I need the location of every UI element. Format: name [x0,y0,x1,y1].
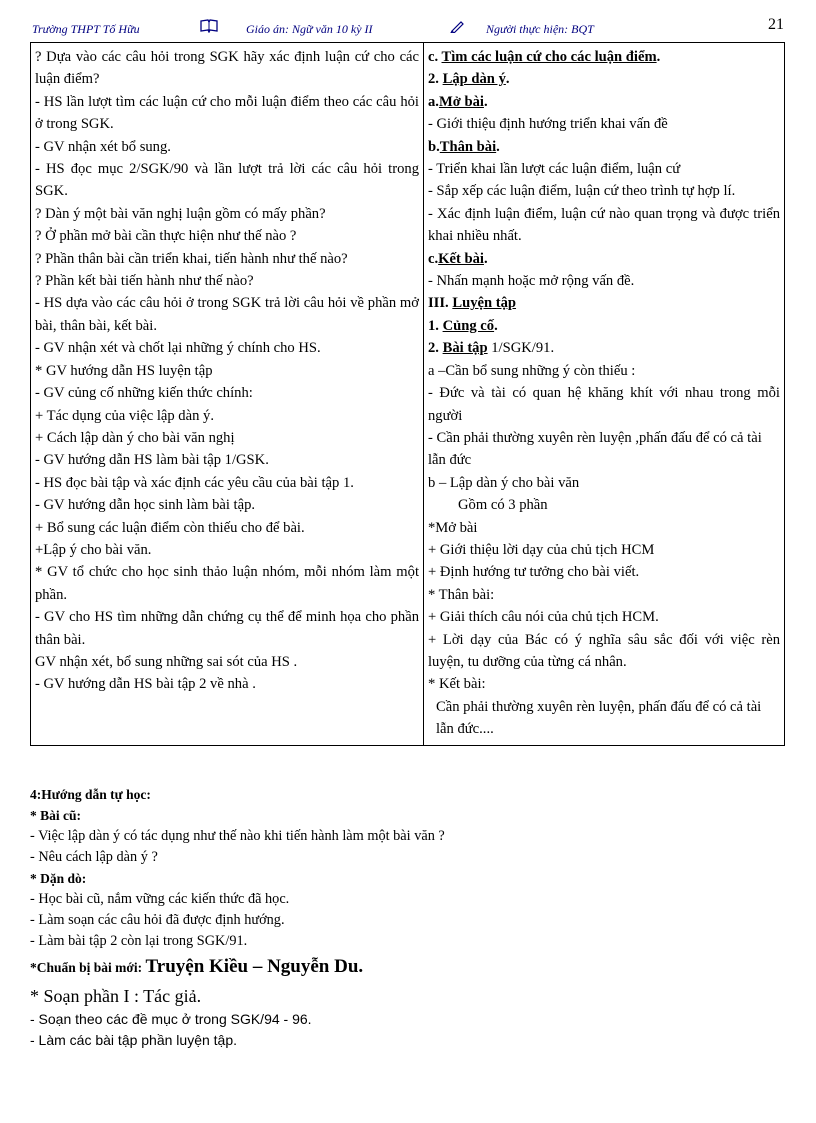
page-number: 21 [768,16,784,33]
guide-line: - Soạn theo các đề mục ở trong SGK/94 - 96. [30,1011,312,1027]
guide-line: - Làm soạn các câu hỏi đã được định hướng. [30,912,285,928]
left-line: ? Dàn ý một bài văn nghị luận gồm có mấy phần? [35,205,326,222]
heading-2-exercise [428,337,780,359]
right-line: + Giới thiệu lời dạy của chủ tịch HCM [428,541,655,558]
heading-2 [428,68,780,90]
heading-suffix: . [656,49,661,65]
left-line: ? Ở phần mở bài cần thực hiện như thế nào ? [35,228,297,245]
left-line: GV nhận xét, bổ sung những sai sót của HS . [35,653,298,670]
lesson-table [30,42,785,746]
heading-a [428,91,780,113]
left-line: - HS đọc bài tập và xác định các yêu cầu của bài tập 1. [35,474,354,491]
prep-label: *Chuẩn bị bài mới: [30,960,146,975]
right-line: + Lời dạy của Bác có ý nghĩa sâu sắc đối với việc rèn luyện, tu dưỡng của từng cá nhân. [428,631,780,670]
page-header [32,18,792,40]
heading-text: Củng cố [442,317,495,334]
prep-part: * Soạn phần I : Tác giả. [30,986,202,1006]
left-line: - HS đọc mục 2/SGK/90 và lần lượt trả lời các câu hỏi trong SGK. [35,161,419,200]
heading-suffix: . [494,317,498,334]
heading-suffix: . [483,250,488,267]
heading-text: Thân bài [439,138,497,155]
heading-suffix: . [483,93,488,110]
right-line: - Cần phải thường xuyên rèn luyện ,phấn đấu để có cả tài lẫn đức [428,429,762,469]
prep-title: Truyện Kiều – Nguyễn Du. [145,956,364,977]
heading-text: Kết bài [438,250,484,267]
right-line: - Giới thiệu định hướng triển khai vấn đề [428,116,668,133]
heading-prefix: c. [428,250,439,267]
right-line: *Mở bài [428,519,478,536]
left-line: - GV hướng dẫn HS làm bài tập 1/GSK. [35,452,269,469]
old-lesson-label: * Bài cũ: [30,808,82,823]
heading-prefix: b. [428,138,440,155]
right-line: a –Cần bổ sung những ý còn thiếu : [428,362,636,379]
guide-line: - Việc lập dàn ý có tác dụng như thế nào khi tiến hành làm một bài văn ? [30,828,445,844]
guide-line: - Làm các bài tập phần luyện tập. [30,1032,238,1048]
left-line: - GV cho HS tìm những dẫn chứng cụ thể để minh họa cho phần thân bài. [35,609,419,648]
heading-suffix: 1/SGK/91. [487,340,555,357]
heading-suffix: . [496,138,500,155]
left-line: - GV nhận xét và chốt lại những ý chính cho HS. [35,340,321,357]
heading-c [428,46,780,68]
pen-icon [450,19,464,37]
heading-text: Mở bài [438,93,484,110]
heading-text: Bài tập [442,340,488,357]
right-line: - Xác định luận điểm, luận cứ nào quan trọng và được triển khai nhiều nhất. [428,205,780,245]
lesson-plan-label: Giáo án: Ngữ văn 10 kỳ II [246,22,373,36]
teacher-student-activities-column [31,43,424,746]
left-line: * GV hướng dẫn HS luyện tập [35,362,213,379]
left-line: ? Phần thân bài cần triển khai, tiến hành như thế nào? [35,250,348,267]
guide-title: 4:Hướng dẫn tự học: [30,787,151,802]
heading-text: Lập dàn ý [442,71,506,88]
left-line: + Tác dụng của việc lập dàn ý. [35,407,214,424]
heading-prefix: a. [428,93,439,110]
heading-prefix: 2. [428,340,443,357]
right-line: - Đức và tài có quan hệ khăng khít với nhau trong mỗi người [428,385,780,424]
heading-suffix: . [505,71,510,88]
heading-b [428,136,780,158]
guide-line: - Học bài cũ, nắm vững các kiến thức đã học. [30,891,290,907]
right-line: + Định hướng tư tưởng cho bài viết. [428,564,640,581]
left-line: +Lập ý cho bài văn. [35,541,152,558]
right-line: Cần phải thường xuyên rèn luyện, phấn đấu để có cả tài lẫn đức.... [436,698,762,738]
heading-text: Tìm các luận cứ cho các luận điểm [441,49,657,65]
left-line: - GV hướng dẫn học sinh làm bài tập. [35,497,256,514]
guide-line: - Nêu cách lập dàn ý ? [30,849,158,865]
heading-c2 [428,248,780,270]
heading-prefix: 2. [428,71,443,88]
heading-text: Luyện tập [452,295,517,312]
heading-iii [428,292,780,314]
right-line: Gồm có 3 phần [458,497,548,514]
left-line: - HS dựa vào các câu hỏi ở trong SGK trả lời câu hỏi về phần mở bài, thân bài, kết bài. [35,295,419,334]
left-line: * GV tổ chức cho học sinh thảo luận nhóm, mỗi nhóm làm một phần. [35,564,419,603]
right-line: * Thân bài: [428,586,495,603]
teacher-label: Người thực hiện: BQT [486,22,594,36]
left-line: ? Dựa vào các câu hỏi trong SGK hãy xác định luận cứ cho các luận điểm? [35,49,419,88]
right-line: - Nhấn mạnh hoặc mở rộng vấn đề. [428,273,635,290]
right-line: b – Lập dàn ý cho bài văn [428,474,580,491]
lesson-content-column [424,43,785,746]
left-line: - HS lần lượt tìm các luận cứ cho mỗi luận điểm theo các câu hỏi ở trong SGK. [35,93,419,133]
heading-prefix: 1. [428,317,443,334]
heading-prefix: c. [428,49,442,65]
reminder-label: * Dặn dò: [30,871,87,886]
right-line: - Sắp xếp các luận điểm, luận cứ theo trình tự hợp lí. [428,183,736,200]
self-study-guide [30,784,790,1051]
guide-line: - Làm bài tập 2 còn lại trong SGK/91. [30,933,248,949]
left-line: - GV nhận xét bổ sung. [35,138,171,155]
left-line: - GV hướng dẫn HS bài tập 2 về nhà . [35,676,256,693]
right-line: * Kết bài: [428,676,486,693]
next-lesson-prep [30,952,790,983]
left-line: - GV củng cố những kiến thức chính: [35,385,253,402]
left-line: + Cách lập dàn ý cho bài văn nghị [35,429,235,446]
heading-1 [428,315,780,337]
left-line: + Bổ sung các luận điểm còn thiếu cho để bài. [35,519,305,536]
school-name: Trường THPT Tố Hữu [32,22,140,36]
right-line: - Triển khai lần lượt các luận điểm, luận cứ [428,161,681,178]
right-line: + Giải thích câu nói của chủ tịch HCM. [428,609,659,626]
book-icon [200,19,218,37]
left-line: ? Phần kết bài tiến hành như thế nào? [35,273,254,290]
heading-prefix: III. [428,295,453,312]
